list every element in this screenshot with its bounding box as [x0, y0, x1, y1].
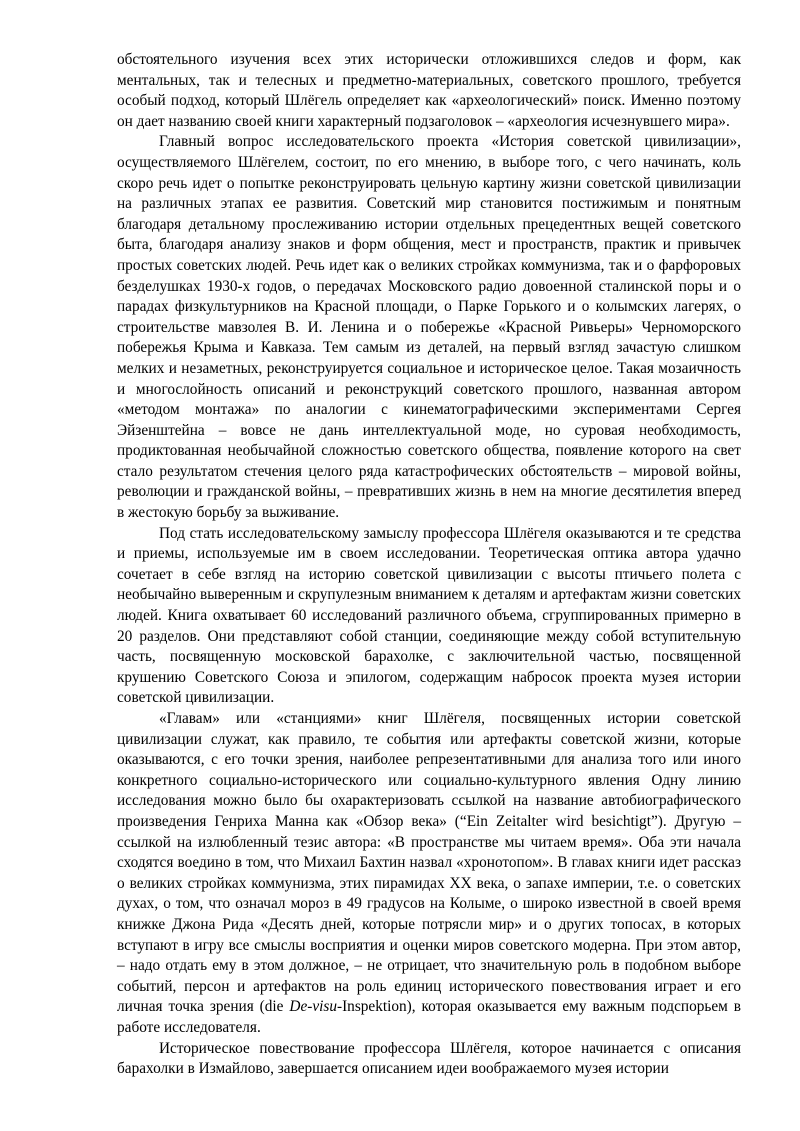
- paragraph-1-text: обстоятельного изучения всех этих исторически отложившихся следов и форм, как ментальных, так и телесных и предметно-материальных, советского прошлого, требуется особый подход, который Шлёгель определяет как «археологический» поиск. Именно поэтому он дает названию своей книги характерный подзаголовок – «археология исчезнувшего мира».: [117, 51, 741, 130]
- paragraph-5-text: Историческое повествование профессора Шлёгеля, которое начинается с описания барахолки в Измайлово, завершается описанием идеи воображаемого музея истории: [117, 1039, 741, 1078]
- paragraph-4-text-a: «Главам» или «станциями» книг Шлёгеля, посвященных истории советской цивилизации служат, как правило, те события или артефакты советской жизни, которые оказываются, с его точки зрения, наиболее репрезентативными для анализа того или иного конкретного социально-исторического или социально-культурного явления Одну линию исследования можно было бы охарактеризовать ссылкой на название автобиографического произведения Генриха Манна как «Обзор века» (“Ein Zeitalter wird besichtigt”). Другую – ссылкой на излюбленный тезис автора: «В пространстве мы читаем время». Оба эти начала сходятся воедино в том, что Михаил Бахтин назвал «хронотопом». В главах книги идет рассказ о великих стройках коммунизма, этих пирамидах XX века, о запахе империи, т.е. о советских духах, о том, что означал мороз в 49 градусов на Колыме, о широко известной в своей время книжке Джона Рида «Десять дней, которые потрясли мир» и о других топосах, в которых вступают в игру все смыслы восприятия и оценки миров советского модерна. При этом автор, – надо отдать ему в этом должное, – не отрицает, что значительную роль в подобном выборе событий, персон и артефактов на роль единиц исторического повествования играет и его личная точка зрения (die: [117, 710, 741, 1016]
- paragraph-2-text: Главный вопрос исследовательского проекта «История советской цивилизации», осуществляемого Шлёгелем, состоит, по его мнению, в выборе того, с чего начинать, коль скоро речь идет о попытке реконструировать цельную картину жизни советской цивилизации на различных этапах ее развития. Советский мир становится постижимым и понятным благодаря детальному прослеживанию истории отдельных прецедентных вещей советского быта, благодаря анализу знаков и форм общения, мест и пространств, практик и привычек простых советских людей. Речь идет как о великих стройках коммунизма, так и о фарфоровых безделушках 1930-х годов, о передачах Московского радио довоенной сталинской поры и о парадах физкультурников на Красной площади, о Парке Горького и о колымских лагерях, о строительстве мавзолея В. И. Ленина и о побережье «Красной Ривьеры» Черноморского побережья Крыма и Кавказа. Тем самым из деталей, на первый взгляд зачастую слишком мелких и незаметных, реконструируется социальное и историческое целое. Такая мозаичность и многослойность описаний и реконструкций советского прошлого, названная автором «методом монтажа» по аналогии с кинематографическими экспериментами Сергея Эйзенштейна – вовсе не дань интеллектуальной моде, но суровая необходимость, продиктованная необычайной сложностью советского общества, появление которого на свет стало результатом стечения целого ряда катастрофических обстоятельств – мировой войны, революции и гражданской войны, – превративших жизнь в нем на многие десятилетия вперед в жестокую борьбу за выживание.: [117, 133, 741, 522]
- paragraph-4-text-b: Inspektion), которая оказывается ему важным подспорьем в работе исследователя.: [117, 998, 741, 1036]
- paragraph-4-italic-term: De-visu-: [289, 998, 343, 1016]
- paragraph-3: [117, 524, 741, 709]
- paragraph-3-text: Под стать исследовательскому замыслу профессора Шлёгеля оказываются и те средства и приемы, используемые им в своем исследовании. Теоретическая оптика автора удачно сочетает в себе взгляд на историю советской цивилизации с высоты птичьего полета с необычайно выверенным и скрупулезным вниманием к деталям и артефактам жизни советских людей. Книга охватывает 60 исследований различного объема, сгруппированных примерно в 20 разделов. Они представляют собой станции, соединяющие между собой вступительную часть, посвященную московской барахолке, с заключительной частью, посвященной крушению Советского Союза и эпилогом, содержащим набросок проекта музея истории советской цивилизации.: [117, 524, 741, 707]
- paragraph-4: [117, 709, 741, 1039]
- document-page: [117, 50, 741, 1080]
- paragraph-1: [117, 50, 741, 132]
- paragraph-2: [117, 132, 741, 523]
- paragraph-5: [117, 1039, 741, 1080]
